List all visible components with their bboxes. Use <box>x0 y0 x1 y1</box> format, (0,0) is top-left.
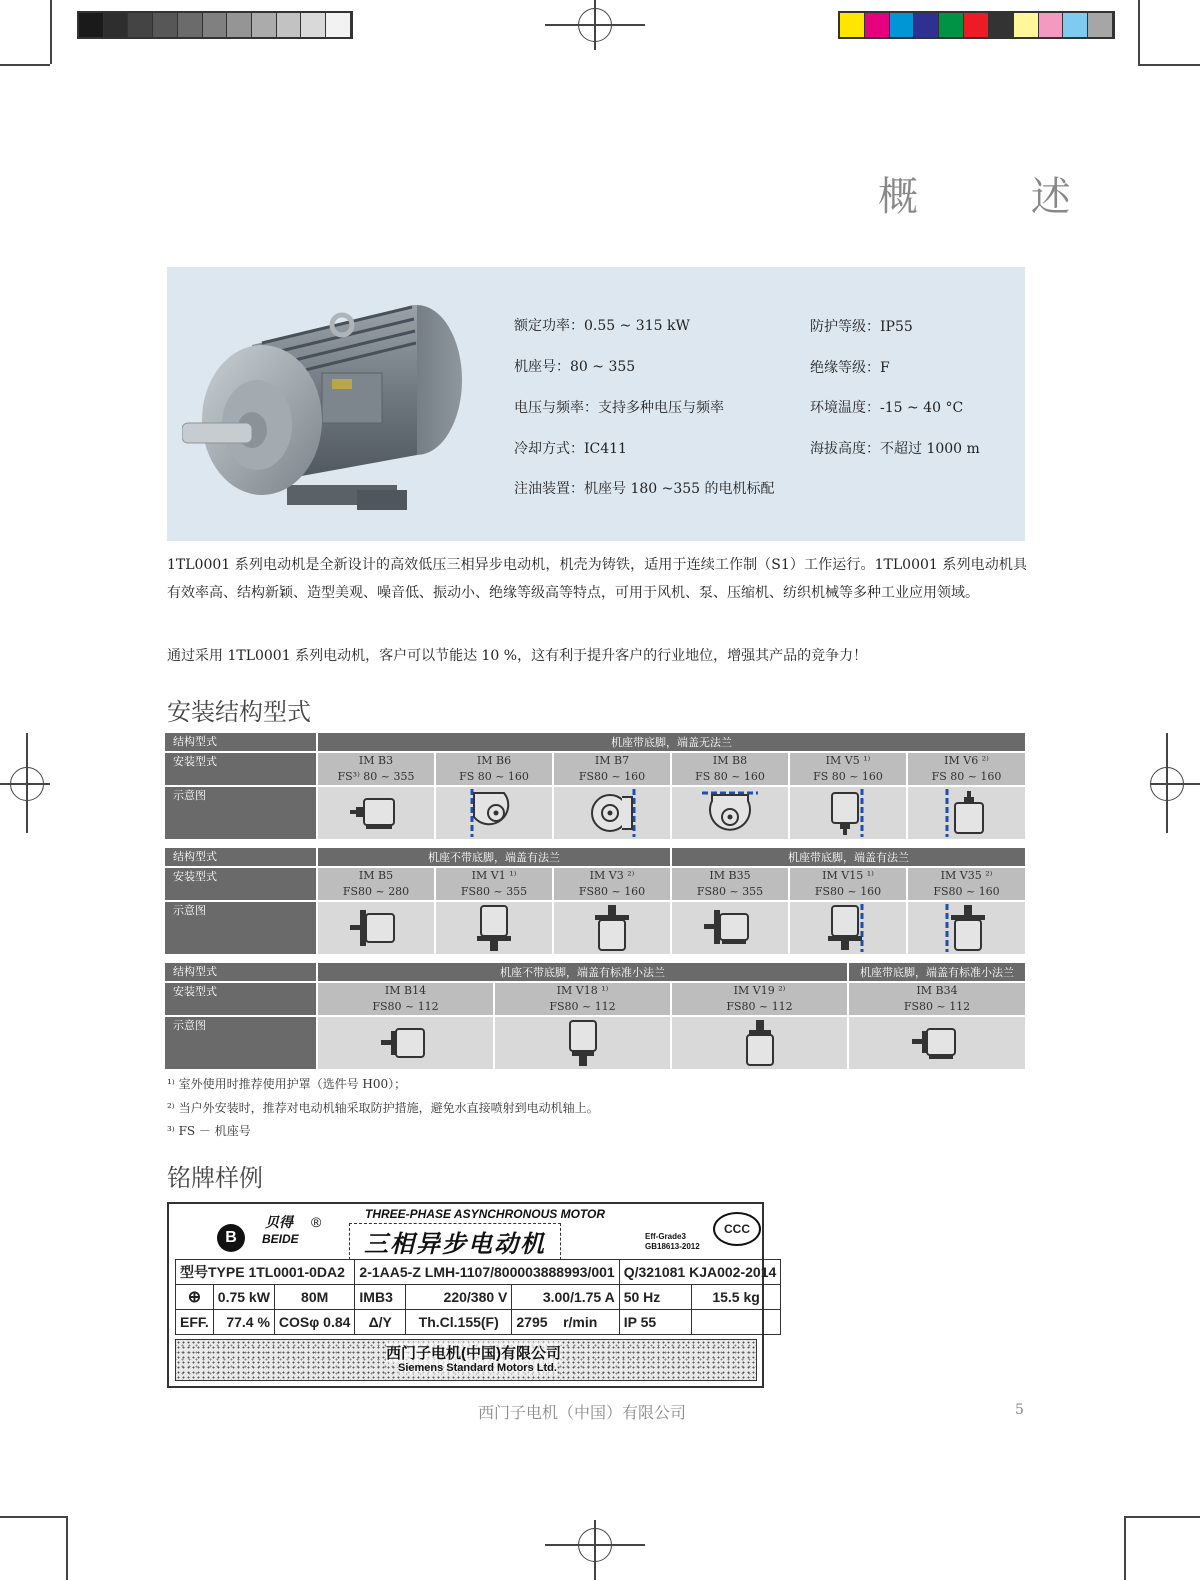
color-swatch <box>227 13 252 37</box>
mount-cell <box>671 982 848 1016</box>
gb-standard: GB18613-2012 <box>645 1242 700 1251</box>
mount-name: IM B5 <box>358 869 394 882</box>
spec-panel <box>167 267 1025 541</box>
color-swatch <box>252 13 277 37</box>
mounting-heading: 安装结构型式 <box>167 698 311 726</box>
footnote-1: ¹⁾ 室外使用时推荐使用护罩（选件号 H00）； <box>167 1077 407 1091</box>
row-label-mount: 安装型式 <box>165 867 317 901</box>
frame-range: FS 80 ~ 160 <box>459 770 529 783</box>
standard-value: Q/321081 KJA002-2014 <box>619 1260 781 1285</box>
mount-value: IMB3 <box>355 1285 406 1310</box>
frame-range: FS80 ~ 112 <box>726 1000 793 1013</box>
eff-value: 77.4 % <box>213 1310 274 1335</box>
motor-vertical-small-flange-icon <box>553 1017 613 1069</box>
row-label-mount: 安装型式 <box>165 752 317 786</box>
mount-name: IM V5 ¹⁾ <box>825 754 871 767</box>
color-swatch <box>326 13 351 37</box>
motor-vertical-flange-foot-icon <box>818 902 878 954</box>
diagram-cell <box>789 901 907 954</box>
row-label-mount: 安装型式 <box>165 982 317 1016</box>
motor-side-foot-icon <box>346 791 406 835</box>
intro-paragraph-1: 1TL0001 系列电动机是全新设计的高效低压三相异步电动机，机壳为铸铁，适用于连续工作制（S1）工作运行。1TL0001 系列电动机具有效率高、结构新颖、造型美观、噪音低、振动小、绝缘等级高等特点，可用于风机、泵、压缩机、纺织机械等多种工业应用领域。 <box>167 557 1027 601</box>
maker-name-en: Siemens Standard Motors Ltd. <box>398 1362 557 1374</box>
group-header: 机座带底脚，端盖无法兰 <box>317 733 1025 752</box>
diagram-cell <box>907 786 1025 839</box>
row-label-structure: 结构型式 <box>165 733 317 752</box>
frame-range: FS 80 ~ 160 <box>931 770 1002 783</box>
diagram-cell <box>671 1016 848 1069</box>
connection-value: Δ/Y <box>355 1310 406 1335</box>
mount-name: IM V19 ²⁾ <box>733 984 786 997</box>
page-number: 5 <box>1015 1402 1024 1418</box>
row-label-structure: 结构型式 <box>165 848 317 867</box>
motor-vertical-small-flange-up-icon <box>730 1017 790 1069</box>
spec-ambient-temperature: 环境温度：-15 ~ 40 °C <box>810 400 964 416</box>
mount-cell <box>671 752 789 786</box>
mounting-table-1 <box>165 733 1025 839</box>
nameplate-sample <box>167 1202 777 1388</box>
frame-value: 80M <box>274 1285 355 1310</box>
color-swatch <box>277 13 302 37</box>
frame-range: FS80 ~ 160 <box>578 885 646 898</box>
motor-flange-foot-icon <box>700 906 760 950</box>
speed-value <box>512 1310 619 1335</box>
ip-value: IP 55 <box>619 1310 691 1335</box>
intro-paragraph-2: 通过采用 1TL0001 系列电动机，客户可以节能达 10 %，这有利于提升客户的行业地位，增强其产品的竞争力！ <box>167 648 868 664</box>
row-label-diagram: 示意图 <box>165 1016 317 1069</box>
motor-vertical-down-icon <box>818 787 878 839</box>
color-swatch <box>840 13 865 37</box>
color-swatch <box>1088 13 1113 37</box>
spec-altitude: 海拔高度：不超过 1000 m <box>810 441 980 457</box>
frame-range: FS80 ~ 112 <box>372 1000 439 1013</box>
footnote-3: ³⁾ FS － 机座号 <box>167 1124 251 1138</box>
weight-value: 15.5 kg <box>691 1285 780 1310</box>
color-swatch <box>989 13 1014 37</box>
diagram-cell <box>494 1016 671 1069</box>
mount-name: IM B14 <box>384 984 427 997</box>
mount-name: IM V15 ¹⁾ <box>822 869 874 882</box>
diagram-cell <box>907 901 1025 954</box>
title-cn: 三相异步电动机 <box>349 1223 561 1260</box>
mount-name: IM V3 ²⁾ <box>589 869 635 882</box>
diagram-cell <box>671 901 789 954</box>
mount-name: IM V35 ²⁾ <box>940 869 993 882</box>
mount-cell <box>494 982 671 1016</box>
color-swatch <box>301 13 326 37</box>
frequency-value: 50 Hz <box>619 1285 691 1310</box>
page-title: 概 述 <box>878 174 1121 220</box>
efficiency-grade: Eff-Grade3 <box>645 1232 686 1241</box>
color-swatch <box>865 13 890 37</box>
diagram-cell <box>317 901 435 954</box>
group-header: 机座不带底脚，端盖有标准小法兰 <box>317 963 848 982</box>
color-swatch <box>203 13 228 37</box>
spec-lubrication: 注油装置：机座号 180 ~355 的电机标配 <box>514 481 775 497</box>
mount-cell <box>435 867 553 901</box>
color-swatch <box>79 13 104 37</box>
color-swatch <box>890 13 915 37</box>
frame-range: FS80 ~ 112 <box>549 1000 616 1013</box>
footer-company: 西门子电机（中国）有限公司 <box>478 1403 687 1422</box>
diagram-cell <box>317 786 435 839</box>
mount-cell <box>907 867 1025 901</box>
brand-name-cn: 贝得 <box>265 1214 293 1230</box>
maker-panel <box>175 1339 757 1381</box>
diagram-cell <box>317 1016 494 1069</box>
spec-cooling: 冷却方式：IC411 <box>514 441 627 457</box>
motor-vertical-up-icon <box>937 787 997 839</box>
process-color-bar <box>838 11 1115 39</box>
frame-range: FS80 ~ 112 <box>903 1000 971 1013</box>
spec-insulation: 绝缘等级：F <box>810 360 890 376</box>
frame-range: FS80 ~ 160 <box>933 885 1000 898</box>
mount-cell <box>671 867 789 901</box>
mount-name: IM B35 <box>709 869 751 882</box>
color-swatch <box>104 13 129 37</box>
frame-range: FS 80 ~ 160 <box>695 770 765 783</box>
motor-small-flange-foot-icon <box>907 1021 967 1065</box>
nameplate-heading: 铭牌样例 <box>167 1164 263 1192</box>
frame-range: FS80 ~ 355 <box>696 885 764 898</box>
color-swatch <box>153 13 178 37</box>
mount-name: IM B6 <box>476 754 512 767</box>
group-header: 机座带底脚，端盖有法兰 <box>671 848 1025 867</box>
ccc-mark: CCC <box>713 1212 761 1246</box>
mount-cell <box>435 752 553 786</box>
group-header: 机座不带底脚，端盖有法兰 <box>317 848 671 867</box>
serial-value: 2-1AA5-Z LMH-1107/800003888993/001 <box>355 1260 619 1285</box>
group-header: 机座带底脚，端盖有标准小法兰 <box>848 963 1025 982</box>
power-value: 0.75 kW <box>213 1285 274 1310</box>
mount-name: IM B34 <box>916 984 958 997</box>
mount-name: IM B8 <box>712 754 748 767</box>
current-value: 3.00/1.75 A <box>512 1285 619 1310</box>
color-swatch <box>178 13 203 37</box>
mount-cell <box>317 867 435 901</box>
registered-mark: ® <box>311 1214 322 1230</box>
motor-wall-mount-icon <box>582 787 642 839</box>
mount-cell <box>553 867 671 901</box>
mount-name: IM V18 ¹⁾ <box>556 984 609 997</box>
mount-cell <box>907 752 1025 786</box>
mount-cell <box>317 752 435 786</box>
color-swatch <box>914 13 939 37</box>
motor-wall-mount-icon <box>464 787 524 839</box>
diagram-cell <box>671 786 789 839</box>
spec-frame-size: 机座号：80 ~ 355 <box>514 359 636 375</box>
color-swatch <box>939 13 964 37</box>
cos-value: COSφ 0.84 <box>274 1310 355 1335</box>
frame-range: FS80 ~ 280 <box>342 885 410 898</box>
motor-small-flange-icon <box>376 1021 436 1065</box>
color-swatch <box>1063 13 1088 37</box>
voltage-value: 220/380 V <box>406 1285 512 1310</box>
ground-symbol-icon: ⊕ <box>176 1285 214 1310</box>
brand-logo: B <box>217 1224 245 1252</box>
mount-name: IM B3 <box>358 754 394 767</box>
maker-name-cn: 西门子电机(中国)有限公司 <box>386 1342 561 1363</box>
frame-range: FS80 ~ 160 <box>578 770 646 783</box>
mount-cell <box>553 752 671 786</box>
color-swatch <box>128 13 153 37</box>
diagram-cell <box>553 786 671 839</box>
mount-cell <box>848 982 1025 1016</box>
motor-vertical-flange-icon <box>464 902 524 954</box>
row-label-diagram: 示意图 <box>165 786 317 839</box>
spec-voltage-frequency: 电压与频率：支持多种电压与频率 <box>514 400 724 416</box>
motor-image <box>182 285 472 525</box>
speed-number: 2795 <box>516 1314 548 1330</box>
empty-cell <box>691 1310 780 1335</box>
eff-label: EFF. <box>176 1310 214 1335</box>
mount-name: IM V1 ¹⁾ <box>471 869 517 882</box>
frame-range: FS³⁾ 80 ~ 355 <box>337 770 415 783</box>
motor-ceiling-mount-icon <box>700 787 760 839</box>
grayscale-color-bar <box>77 11 353 39</box>
frame-range: FS80 ~ 160 <box>814 885 882 898</box>
row-label-structure: 结构型式 <box>165 963 317 982</box>
frame-range: FS 80 ~ 160 <box>813 770 883 783</box>
mount-cell <box>789 867 907 901</box>
title-en: THREE-PHASE ASYNCHRONOUS MOTOR <box>365 1207 606 1221</box>
spec-rated-power: 额定功率：0.55 ~ 315 kW <box>514 318 690 334</box>
motor-vertical-flange-up-icon <box>582 902 642 954</box>
color-swatch <box>1014 13 1039 37</box>
thermal-class-value: Th.Cl.155(F) <box>406 1310 512 1335</box>
diagram-cell <box>435 786 553 839</box>
brand-name-en: BEIDE <box>262 1232 299 1246</box>
color-swatch <box>1039 13 1064 37</box>
mounting-table-3 <box>165 963 1025 1069</box>
diagram-cell <box>848 1016 1025 1069</box>
speed-unit: r/min <box>563 1314 598 1330</box>
diagram-cell <box>435 901 553 954</box>
type-value: 型号TYPE 1TL0001-0DA2 <box>176 1260 355 1285</box>
mount-name: IM V6 ²⁾ <box>944 754 989 767</box>
footnote-2: ²⁾ 当户外安装时，推荐对电动机轴采取防护措施，避免水直接喷射到电动机轴上。 <box>167 1101 599 1115</box>
mounting-table-2 <box>165 848 1025 954</box>
row-label-diagram: 示意图 <box>165 901 317 954</box>
diagram-cell <box>789 786 907 839</box>
mount-cell <box>317 982 494 1016</box>
color-swatch <box>964 13 989 37</box>
diagram-cell <box>553 901 671 954</box>
frame-range: FS80 ~ 355 <box>460 885 528 898</box>
nameplate-table <box>175 1259 781 1335</box>
mount-cell <box>789 752 907 786</box>
mount-name: IM B7 <box>594 754 630 767</box>
spec-protection: 防护等级：IP55 <box>810 319 913 335</box>
motor-flange-icon <box>346 906 406 950</box>
motor-vertical-flange-foot-up-icon <box>937 902 997 954</box>
